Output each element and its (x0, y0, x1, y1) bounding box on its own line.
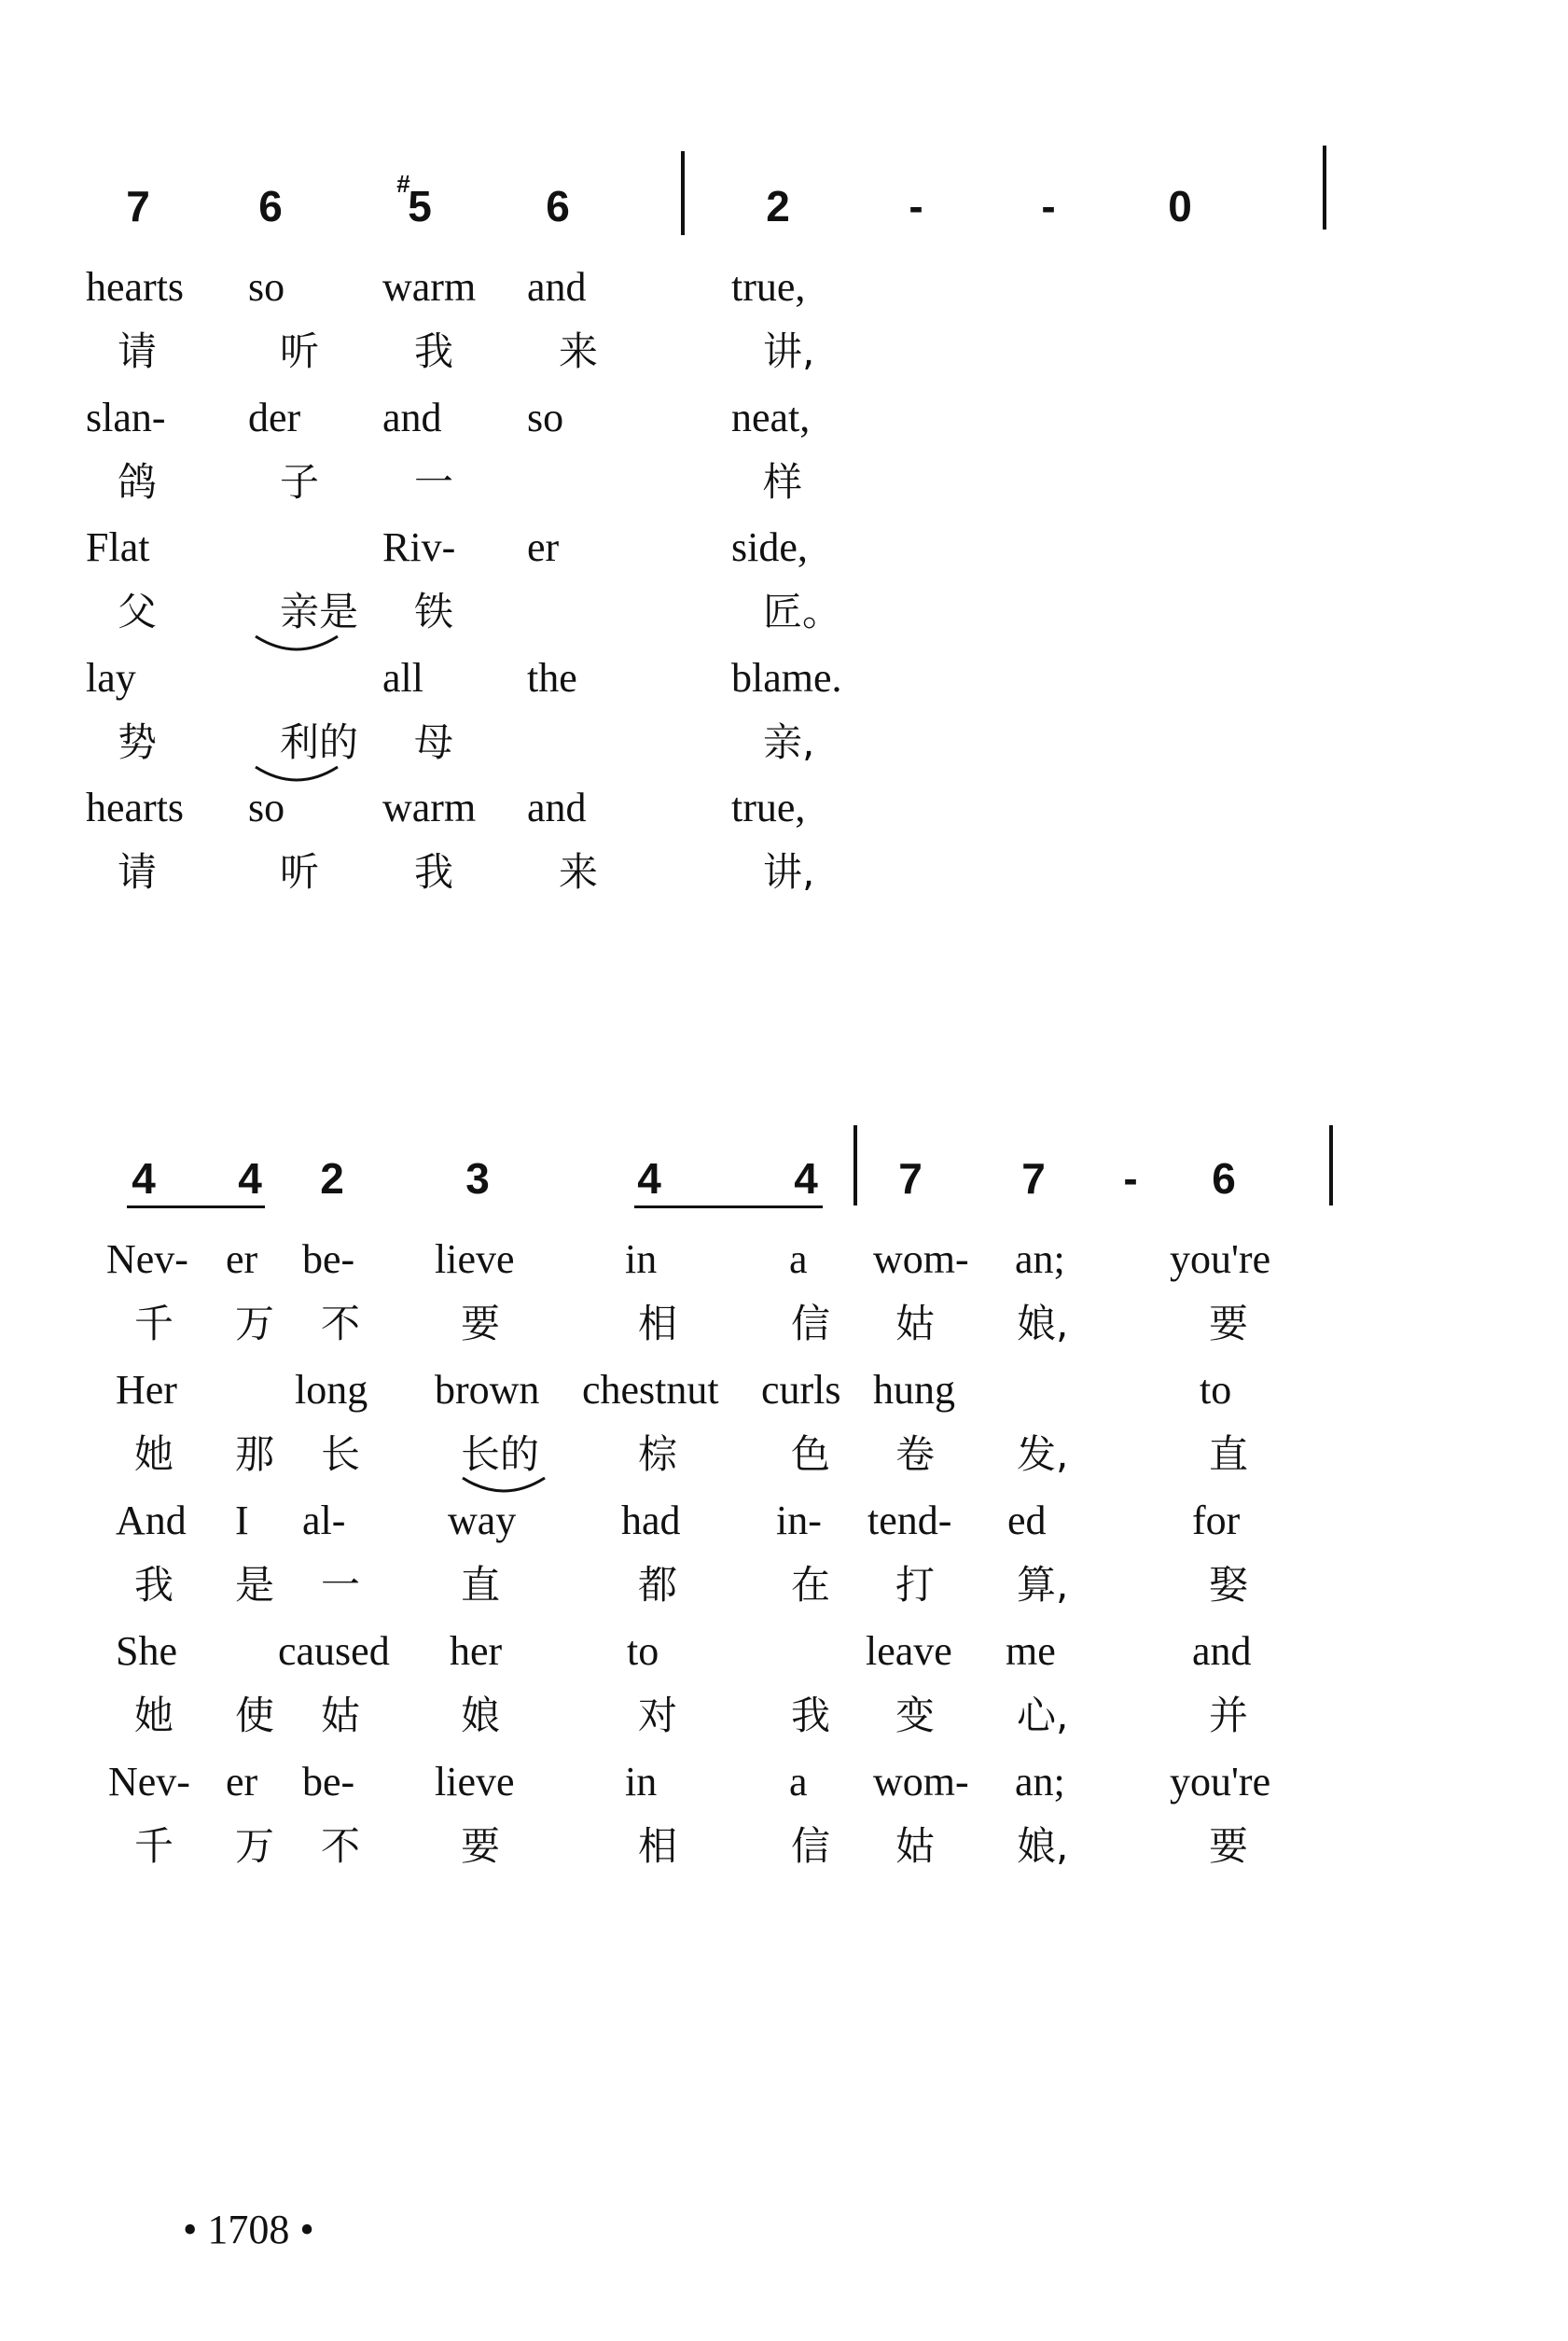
lyric-english: in (625, 1236, 658, 1282)
lyric-chinese: 我 (414, 328, 454, 374)
lyric-english: her (450, 1628, 503, 1674)
lyric-english: wom- (873, 1759, 969, 1805)
sharp-sign: # (396, 170, 410, 198)
lyric-english: chestnut (582, 1367, 719, 1413)
lyric-chinese: 不 (321, 1823, 361, 1869)
lyric-english: Her (116, 1367, 177, 1413)
note: 4 (794, 1154, 818, 1203)
lyric-chinese: 要 (1209, 1823, 1249, 1869)
lyric-chinese: 一 (321, 1562, 361, 1608)
lyric-chinese: 母 (414, 719, 454, 765)
lyric-english: and (527, 264, 587, 310)
lyric-english: al- (302, 1498, 346, 1543)
barline (853, 1125, 857, 1205)
lyric-chinese: 来 (559, 328, 599, 374)
lyric-english: der (248, 395, 301, 440)
lyric-english: in- (776, 1498, 822, 1543)
lyric-english: wom- (873, 1236, 969, 1282)
lyric-chinese: 棕 (638, 1431, 678, 1477)
lyric-chinese: 请 (118, 849, 158, 895)
lyric-english: an; (1015, 1759, 1065, 1805)
lyric-chinese: 鸽 (118, 459, 158, 505)
lyric-chinese: 都 (638, 1562, 678, 1608)
lyric-chinese: 铁 (414, 589, 454, 634)
lyric-chinese: 信 (791, 1301, 831, 1346)
note: 6 (1212, 1154, 1236, 1203)
lyric-english: me (1006, 1628, 1056, 1674)
lyric-english: er (226, 1236, 258, 1282)
lyric-chinese: 在 (791, 1562, 831, 1608)
barline (1323, 146, 1326, 230)
lyric-chinese: 样 (763, 459, 803, 505)
slur-mark (254, 634, 340, 657)
lyric-chinese: 万 (235, 1301, 275, 1346)
lyric-chinese: 我 (791, 1693, 831, 1738)
lyric-english: so (527, 395, 564, 440)
lyric-english: all (382, 655, 423, 701)
lyric-english: warm (382, 264, 477, 310)
lyric-chinese: 直 (1209, 1431, 1249, 1477)
lyric-chinese: 父 (118, 589, 158, 634)
note: 6 (258, 182, 283, 230)
lyric-english: a (789, 1236, 808, 1282)
lyric-english: so (248, 264, 285, 310)
note: 3 (465, 1154, 490, 1203)
lyric-chinese: 对 (638, 1693, 678, 1738)
lyric-english: Nev- (108, 1759, 190, 1805)
lyric-chinese: 千 (134, 1301, 174, 1346)
lyric-chinese: 算, (1017, 1562, 1069, 1608)
lyric-chinese: 并 (1209, 1693, 1249, 1738)
lyric-chinese: 我 (134, 1562, 174, 1608)
lyric-english: caused (278, 1628, 390, 1674)
lyric-english: curls (761, 1367, 841, 1413)
lyric-chinese: 亲, (763, 719, 815, 765)
note: 4 (132, 1154, 156, 1203)
lyric-chinese: 心, (1017, 1693, 1069, 1738)
lyric-english: long (295, 1367, 368, 1413)
lyric-chinese: 利的 (280, 719, 359, 765)
lyric-english: neat, (731, 395, 811, 440)
page-number: • 1708 • (183, 2207, 314, 2252)
lyric-english: be- (302, 1759, 355, 1805)
lyric-english: lay (86, 655, 136, 701)
lyric-chinese: 娘, (1017, 1301, 1069, 1346)
lyric-english: leave (866, 1628, 952, 1674)
lyric-chinese: 娶 (1209, 1562, 1249, 1608)
lyric-english: way (448, 1498, 517, 1543)
note: - (909, 182, 923, 230)
lyric-chinese: 发, (1017, 1431, 1069, 1477)
lyric-chinese: 亲是 (280, 589, 359, 634)
lyric-chinese: 相 (638, 1301, 678, 1346)
lyric-english: She (116, 1628, 177, 1674)
lyric-english: the (527, 655, 577, 701)
lyric-english: Nev- (106, 1236, 188, 1282)
lyric-english: side, (731, 524, 808, 570)
lyric-chinese: 要 (461, 1823, 501, 1869)
lyric-chinese: 变 (895, 1693, 936, 1738)
note: 5 # (396, 170, 432, 230)
lyric-english: lieve (435, 1236, 515, 1282)
lyric-english: and (382, 395, 442, 440)
lyric-english: And (116, 1498, 187, 1543)
slur-mark (254, 765, 340, 787)
lyric-english: you're (1170, 1759, 1271, 1805)
lyric-chinese: 姑 (321, 1693, 361, 1738)
lyric-english: Flat (86, 524, 150, 570)
barline (1329, 1125, 1333, 1205)
lyric-chinese: 色 (791, 1431, 831, 1477)
note: 7 (898, 1154, 923, 1203)
note: 4 (637, 1154, 661, 1203)
lyric-chinese: 那 (235, 1431, 275, 1477)
lyric-english: slan- (86, 395, 166, 440)
beam-underline (634, 1205, 823, 1208)
lyric-chinese: 是 (235, 1562, 275, 1608)
lyric-chinese: 姑 (895, 1301, 936, 1346)
lyric-chinese: 卷 (895, 1431, 936, 1477)
lyric-chinese: 万 (235, 1823, 275, 1869)
lyric-english: true, (731, 785, 806, 830)
lyric-chinese: 信 (791, 1823, 831, 1869)
lyric-chinese: 娘 (461, 1693, 501, 1738)
lyric-chinese: 相 (638, 1823, 678, 1869)
lyric-english: had (621, 1498, 681, 1543)
lyric-chinese: 一 (414, 459, 454, 505)
lyric-english: er (527, 524, 560, 570)
note: 2 (766, 182, 790, 230)
note: - (1041, 182, 1056, 230)
slur-mark (461, 1476, 547, 1498)
lyric-chinese: 要 (1209, 1301, 1249, 1346)
lyric-chinese: 匠。 (763, 589, 842, 634)
lyric-chinese: 她 (134, 1693, 174, 1738)
lyric-english: to (1200, 1367, 1232, 1413)
lyric-english: Riv- (382, 524, 456, 570)
lyric-chinese: 她 (134, 1431, 174, 1477)
note: 6 (546, 182, 570, 230)
lyric-english: I (235, 1498, 249, 1543)
lyric-english: a (789, 1759, 808, 1805)
lyric-chinese: 不 (321, 1301, 361, 1346)
lyric-english: true, (731, 264, 806, 310)
lyric-english: hearts (86, 785, 185, 830)
lyric-chinese: 要 (461, 1301, 501, 1346)
lyric-english: to (627, 1628, 659, 1674)
barline (681, 151, 685, 235)
lyric-english: ed (1007, 1498, 1047, 1543)
lyric-chinese: 使 (235, 1693, 275, 1738)
lyric-chinese: 长的 (461, 1431, 540, 1477)
lyric-english: hung (873, 1367, 955, 1413)
lyric-chinese: 长 (321, 1431, 361, 1477)
lyric-english: be- (302, 1236, 355, 1282)
beam-underline (127, 1205, 265, 1208)
note: 7 (1021, 1154, 1046, 1203)
lyric-english: hearts (86, 264, 185, 310)
lyric-chinese: 讲, (763, 328, 815, 374)
lyric-chinese: 势 (118, 719, 158, 765)
lyric-english: in (625, 1759, 658, 1805)
lyric-chinese: 子 (280, 459, 320, 505)
lyric-chinese: 讲, (763, 849, 815, 895)
lyric-chinese: 直 (461, 1562, 501, 1608)
note: 7 (126, 182, 150, 230)
lyric-english: lieve (435, 1759, 515, 1805)
lyric-chinese: 姑 (895, 1823, 936, 1869)
lyric-english: and (527, 785, 587, 830)
lyric-english: brown (435, 1367, 540, 1413)
note: 4 (238, 1154, 262, 1203)
note: 2 (320, 1154, 344, 1203)
lyric-chinese: 娘, (1017, 1823, 1069, 1869)
lyric-chinese: 听 (280, 328, 320, 374)
lyric-chinese: 来 (559, 849, 599, 895)
note: 0 (1168, 182, 1192, 230)
lyric-chinese: 请 (118, 328, 158, 374)
lyric-english: and (1192, 1628, 1252, 1674)
lyric-chinese: 千 (134, 1823, 174, 1869)
note: - (1123, 1154, 1138, 1203)
lyric-english: blame. (731, 655, 842, 701)
lyric-chinese: 听 (280, 849, 320, 895)
lyric-chinese: 我 (414, 849, 454, 895)
lyric-english: so (248, 785, 285, 830)
lyric-english: an; (1015, 1236, 1065, 1282)
lyric-english: tend- (867, 1498, 952, 1543)
lyric-english: for (1192, 1498, 1241, 1543)
lyric-chinese: 打 (895, 1562, 936, 1608)
lyric-english: er (226, 1759, 258, 1805)
lyric-english: you're (1170, 1236, 1271, 1282)
lyric-english: warm (382, 785, 477, 830)
